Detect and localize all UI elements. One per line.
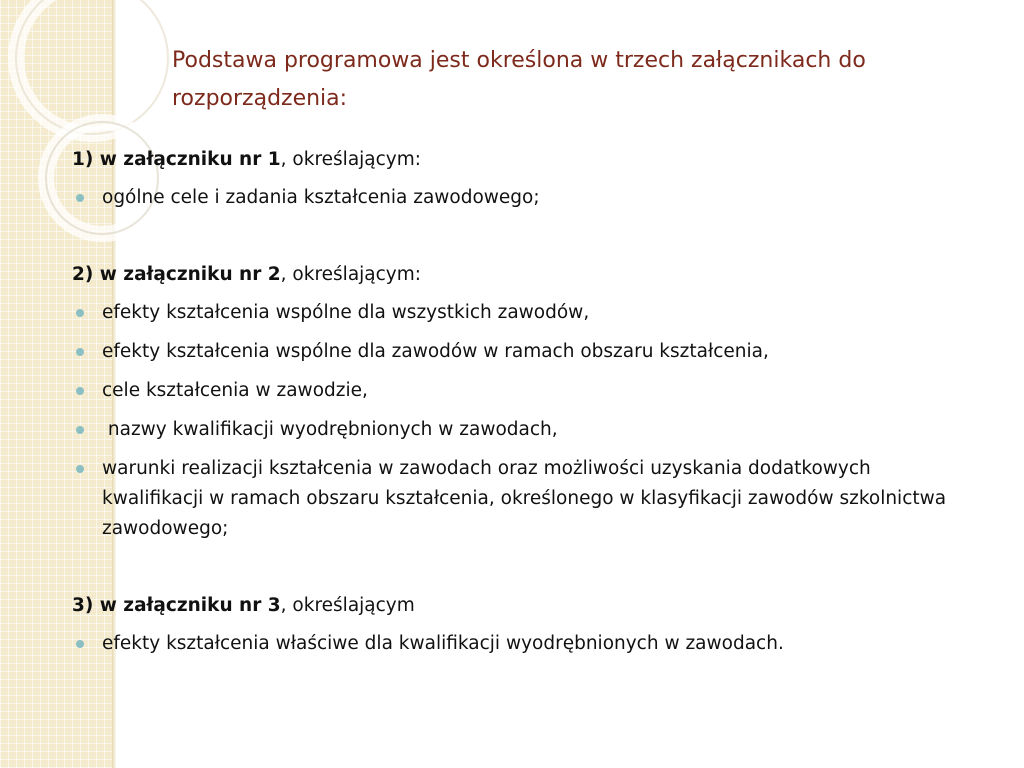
list-item — [72, 298, 972, 328]
list-item-text: efekty kształcenia wspólne dla zawodów w ramach obszaru kształcenia, — [102, 341, 769, 362]
section-3-rest: , określającym — [280, 595, 415, 616]
list-item — [72, 337, 972, 367]
section-1-rest: , określającym: — [280, 149, 422, 170]
list-item-text: ogólne cele i zadania kształcenia zawodowego; — [102, 187, 540, 208]
bullet-dot-icon — [76, 194, 84, 202]
bullet-dot-icon — [76, 387, 84, 395]
list-item — [72, 376, 972, 406]
list-item-text: efekty kształcenia wspólne dla wszystkich zawodów, — [102, 302, 590, 323]
bullet-dot-icon — [76, 426, 84, 434]
bullet-dot-icon — [76, 465, 84, 473]
list-item — [72, 183, 972, 213]
section-3-bold-label: 3) w załączniku nr 3 — [72, 595, 281, 616]
list-item — [72, 415, 972, 445]
bullet-dot-icon — [76, 348, 84, 356]
section-1-bold-label: 1) w załączniku nr 1 — [72, 149, 281, 170]
slide-title: Podstawa programowa jest określona w trzech załącznikach do rozporządzenia: — [172, 48, 866, 111]
list-item-text: efekty kształcenia właściwe dla kwalifikacji wyodrębnionych w zawodach. — [102, 633, 784, 654]
section-2-rest: , określającym: — [280, 264, 422, 285]
section-heading-3 — [72, 592, 972, 620]
section-heading-2 — [72, 261, 972, 289]
list-item-text: warunki realizacji kształcenia w zawodach oraz możliwości uzyskania dodatkowych kwalifikacji w ramach obszaru kształcenia, określonego w klasyfikacji zawodów szkolnictwa zawodowego; — [102, 458, 947, 539]
section-2-list — [72, 298, 972, 544]
section-1-list — [72, 183, 972, 213]
section-heading-1 — [72, 146, 972, 174]
section-3-list — [72, 629, 972, 659]
bullet-dot-icon — [76, 640, 84, 648]
bullet-dot-icon — [76, 309, 84, 317]
list-item-text: cele kształcenia w zawodzie, — [102, 380, 368, 401]
slide-content — [72, 146, 972, 668]
section-2-bold-label: 2) w załączniku nr 2 — [72, 264, 281, 285]
list-item — [72, 629, 972, 659]
list-item — [72, 454, 972, 544]
list-item-text: nazwy kwalifikacji wyodrębnionych w zawodach, — [102, 419, 558, 440]
